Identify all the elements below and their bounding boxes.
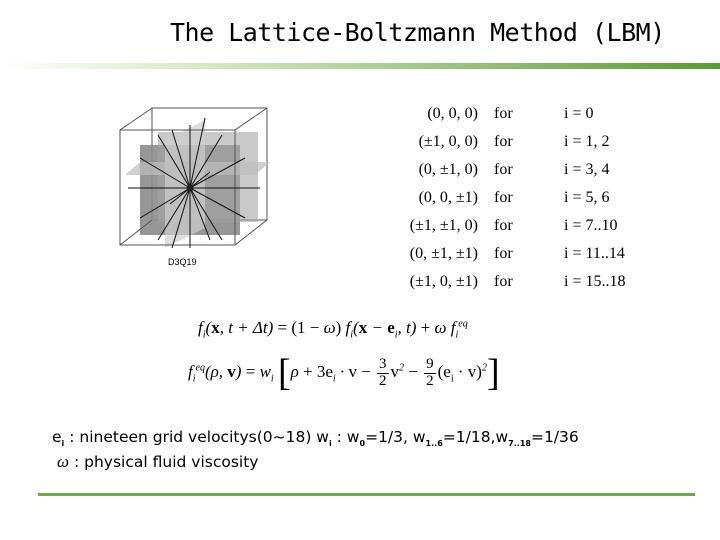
- lbm-update-equation: $f_i(x$, t + Δt) = (1 − ω) $f_i(x - e_i$, t) + ω $f_i^{eq}$: [198, 318, 468, 341]
- velocity-vector: (0, ±1, 0): [418, 161, 478, 178]
- footer-divider: [38, 493, 695, 496]
- d3q19-lattice-diagram: [110, 100, 280, 250]
- index-range: i = 0: [564, 105, 594, 122]
- e-description: : nineteen grid velocitys(0~18): [64, 428, 317, 446]
- table-row: [378, 156, 625, 184]
- velocity-vector: (±1, 0, 0): [418, 133, 478, 150]
- velocity-direction-table: [378, 100, 625, 296]
- omega-symbol: ω: [56, 452, 69, 471]
- for-label: for: [494, 273, 513, 290]
- velocity-vector: (0, 0, ±1): [418, 189, 478, 206]
- table-row: [378, 100, 625, 128]
- table-row: [378, 128, 625, 156]
- for-label: for: [494, 161, 513, 178]
- for-label: for: [494, 245, 513, 262]
- w-description: : w: [331, 428, 360, 446]
- velocity-vector: (0, 0, 0): [427, 105, 478, 122]
- table-row: [378, 268, 625, 296]
- velocity-vector: (±1, ±1, 0): [409, 217, 478, 234]
- w-symbol: w: [316, 428, 329, 446]
- w1-6-value: =1/18,w: [442, 428, 509, 446]
- for-label: for: [494, 217, 513, 234]
- w-subscript: i: [328, 439, 332, 449]
- for-label: for: [494, 133, 513, 150]
- velocity-vector: (0, ±1, ±1): [409, 245, 478, 262]
- velocity-weights-note: [52, 428, 579, 448]
- w0-value: =1/3, w: [365, 428, 426, 446]
- title-underline: [0, 63, 720, 69]
- velocity-vector: (±1, 0, ±1): [409, 273, 478, 290]
- w7-18-subscript: 7..18: [508, 439, 531, 449]
- index-range: i = 5, 6: [564, 189, 610, 206]
- omega-description: : physical fluid viscosity: [74, 453, 259, 471]
- e-subscript: i: [61, 439, 65, 449]
- for-label: for: [494, 189, 513, 206]
- e-symbol: e: [52, 428, 62, 446]
- table-row: [378, 240, 625, 268]
- slide-title: The Lattice-Boltzmann Method (LBM): [170, 18, 665, 47]
- table-row: [378, 212, 625, 240]
- lattice-caption: D3Q19: [168, 257, 197, 267]
- w1-6-subscript: 1..6: [425, 439, 443, 449]
- index-range: i = 11..14: [564, 245, 625, 262]
- index-range: i = 7..10: [564, 217, 618, 234]
- w7-18-value: =1/36: [530, 428, 579, 446]
- for-label: for: [494, 105, 513, 122]
- equilibrium-distribution-equation: $f_i^{eq}(\rho$, $v) = w_i$ [$\rho + 3e_i \cdot v$ − $\frac{3}{2}$ $v^2$ − $\frac{9}{2}$ $(e_i \cdot v)^2$]: [188, 352, 500, 394]
- w0-subscript: 0: [359, 439, 366, 449]
- index-range: i = 15..18: [564, 273, 626, 290]
- index-range: i = 1, 2: [564, 133, 610, 150]
- table-row: [378, 184, 625, 212]
- viscosity-note: [52, 452, 258, 472]
- index-range: i = 3, 4: [564, 161, 610, 178]
